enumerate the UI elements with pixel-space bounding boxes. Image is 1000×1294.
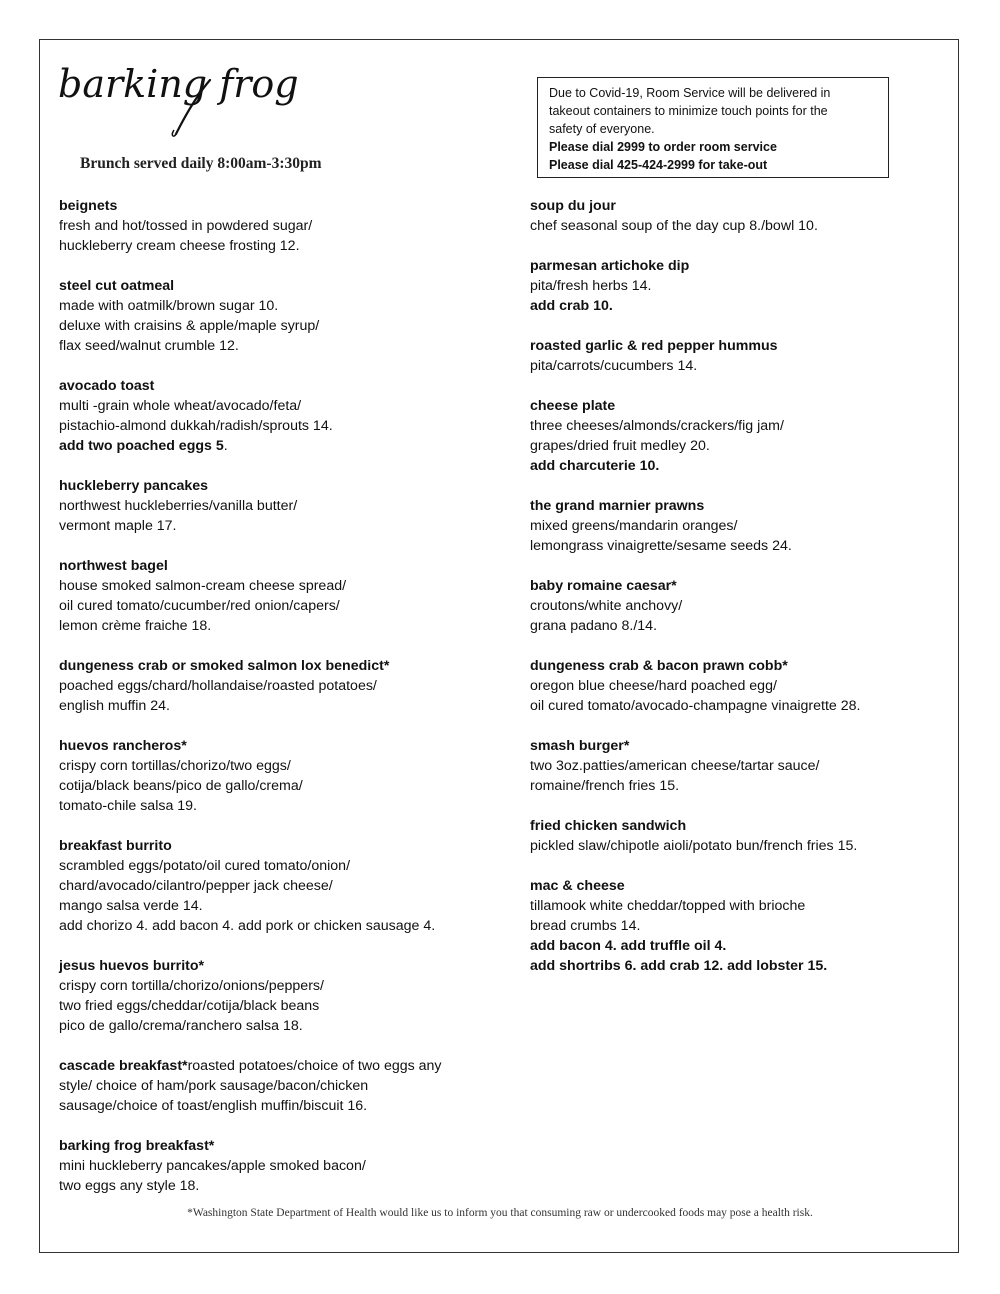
- menu-item-artichoke-dip: [530, 256, 950, 316]
- item-desc: poached eggs/chard/hollandaise/roasted potatoes/: [59, 678, 377, 694]
- notice-room-service: Please dial 2999 to order room service: [549, 140, 777, 154]
- item-addon: add crab 10.: [530, 298, 613, 314]
- item-desc: pita/carrots/cucumbers 14.: [530, 358, 698, 374]
- item-desc: style/ choice of ham/pork sausage/bacon/chicken: [59, 1078, 369, 1094]
- menu-item-soup-du-jour: [530, 196, 950, 236]
- item-desc: northwest huckleberries/vanilla butter/: [59, 498, 298, 514]
- item-desc: crispy corn tortilla/chorizo/onions/peppers/: [59, 978, 324, 994]
- item-desc: romaine/french fries 15.: [530, 778, 680, 794]
- item-desc: fresh and hot/tossed in powdered sugar/: [59, 218, 313, 234]
- item-header-line: [59, 1056, 499, 1076]
- item-desc: tomato-chile salsa 19.: [59, 798, 198, 814]
- item-desc: pickled slaw/chipotle aioli/potato bun/french fries 15.: [530, 838, 858, 854]
- item-desc: chard/avocado/cilantro/pepper jack cheese/: [59, 878, 333, 894]
- health-footnote: *Washington State Department of Health would like us to inform you that consuming raw or undercooked foods may pose a health risk.: [187, 1207, 813, 1219]
- item-desc: multi -grain whole wheat/avocado/feta/: [59, 398, 302, 414]
- menu-item-jesus-huevos-burrito: [59, 956, 499, 1036]
- item-name: huckleberry pancakes: [59, 478, 209, 494]
- item-name: smash burger*: [530, 738, 630, 754]
- menu-item-huckleberry-pancakes: [59, 476, 499, 536]
- item-desc: two 3oz.patties/american cheese/tartar sauce/: [530, 758, 820, 774]
- item-desc: three cheeses/almonds/crackers/fig jam/: [530, 418, 784, 434]
- item-desc: cotija/black beans/pico de gallo/crema/: [59, 778, 303, 794]
- addon-tail: .: [223, 438, 228, 454]
- menu-item-grand-marnier-prawns: [530, 496, 950, 556]
- item-name: steel cut oatmeal: [59, 278, 175, 294]
- notice-take-out: Please dial 425-424-2999 for take-out: [549, 158, 768, 172]
- menu-item-cobb: [530, 656, 950, 716]
- item-addon: add charcuterie 10.: [530, 458, 660, 474]
- item-desc: english muffin 24.: [59, 698, 170, 714]
- menu-item-cheese-plate: [530, 396, 950, 476]
- menu-item-steel-cut-oatmeal: [59, 276, 499, 356]
- item-name: dungeness crab & bacon prawn cobb*: [530, 658, 788, 674]
- covid-notice: [537, 77, 889, 178]
- menu-item-cascade-breakfast: [59, 1056, 499, 1116]
- item-desc: sausage/choice of toast/english muffin/biscuit 16.: [59, 1098, 368, 1114]
- item-desc: flax seed/walnut crumble 12.: [59, 338, 239, 354]
- brand-name: barking frog: [58, 62, 299, 106]
- item-desc: lemongrass vinaigrette/sesame seeds 24.: [530, 538, 792, 554]
- item-name: mac & cheese: [530, 878, 625, 894]
- menu-item-northwest-bagel: [59, 556, 499, 636]
- addon-label: add two poached eggs 5: [59, 438, 224, 454]
- brunch-hours: Brunch served daily 8:00am-3:30pm: [80, 155, 322, 172]
- item-desc: tillamook white cheddar/topped with brioche: [530, 898, 806, 914]
- item-desc: house smoked salmon-cream cheese spread/: [59, 578, 347, 594]
- item-addon: add bacon 4. add truffle oil 4.: [530, 938, 727, 954]
- menu-item-hummus: [530, 336, 950, 376]
- brand-logo: [58, 58, 298, 138]
- item-addon: add shortribs 6. add crab 12. add lobster 15.: [530, 958, 828, 974]
- item-desc: roasted potatoes/choice of two eggs any: [187, 1058, 442, 1074]
- item-desc: mini huckleberry pancakes/apple smoked bacon/: [59, 1158, 366, 1174]
- item-name: cascade breakfast*: [59, 1058, 188, 1074]
- item-name: breakfast burrito: [59, 838, 172, 854]
- item-name: cheese plate: [530, 398, 616, 414]
- menu-item-caesar: [530, 576, 950, 636]
- item-desc: bread crumbs 14.: [530, 918, 641, 934]
- item-desc: mixed greens/mandarin oranges/: [530, 518, 738, 534]
- item-desc: oil cured tomato/cucumber/red onion/capers/: [59, 598, 340, 614]
- item-desc: chef seasonal soup of the day cup 8./bowl 10.: [530, 218, 818, 234]
- notice-line: Due to Covid-19, Room Service will be delivered in: [549, 86, 831, 100]
- item-desc: mango salsa verde 14.: [59, 898, 203, 914]
- item-desc: grana padano 8./14.: [530, 618, 658, 634]
- item-desc: pita/fresh herbs 14.: [530, 278, 652, 294]
- item-name: beignets: [59, 198, 118, 214]
- item-desc: made with oatmilk/brown sugar 10.: [59, 298, 279, 314]
- menu-item-barking-frog-breakfast: [59, 1136, 499, 1196]
- item-name: roasted garlic & red pepper hummus: [530, 338, 778, 354]
- item-name: soup du jour: [530, 198, 616, 214]
- item-name: huevos rancheros*: [59, 738, 187, 754]
- item-name: northwest bagel: [59, 558, 168, 574]
- menu-item-smash-burger: [530, 736, 950, 796]
- right-menu-column: [530, 196, 950, 996]
- menu-item-huevos-rancheros: [59, 736, 499, 816]
- menu-item-beignets: [59, 196, 499, 256]
- left-menu-column: [59, 196, 499, 1216]
- item-name: jesus huevos burrito*: [59, 958, 205, 974]
- item-name: avocado toast: [59, 378, 155, 394]
- item-desc: two fried eggs/cheddar/cotija/black beans: [59, 998, 320, 1014]
- item-addon: [59, 436, 499, 456]
- notice-line: takeout containers to minimize touch points for the: [549, 104, 828, 118]
- item-name: fried chicken sandwich: [530, 818, 687, 834]
- item-name: parmesan artichoke dip: [530, 258, 690, 274]
- item-desc: add chorizo 4. add bacon 4. add pork or chicken sausage 4.: [59, 918, 436, 934]
- notice-line: safety of everyone.: [549, 122, 655, 136]
- item-name: dungeness crab or smoked salmon lox benedict*: [59, 658, 390, 674]
- menu-item-benedict: [59, 656, 499, 716]
- menu-item-breakfast-burrito: [59, 836, 499, 936]
- item-name: barking frog breakfast*: [59, 1138, 215, 1154]
- item-desc: oregon blue cheese/hard poached egg/: [530, 678, 777, 694]
- item-desc: pico de gallo/crema/ranchero salsa 18.: [59, 1018, 303, 1034]
- item-desc: croutons/white anchovy/: [530, 598, 683, 614]
- item-name: the grand marnier prawns: [530, 498, 705, 514]
- menu-item-fried-chicken-sandwich: [530, 816, 950, 856]
- item-desc: huckleberry cream cheese frosting 12.: [59, 238, 300, 254]
- frog-flourish-icon: [58, 58, 298, 138]
- item-desc: deluxe with craisins & apple/maple syrup/: [59, 318, 320, 334]
- menu-item-mac-and-cheese: [530, 876, 950, 976]
- item-desc: lemon crème fraiche 18.: [59, 618, 212, 634]
- item-desc: oil cured tomato/avocado-champagne vinaigrette 28.: [530, 698, 861, 714]
- item-desc: grapes/dried fruit medley 20.: [530, 438, 710, 454]
- item-desc: crispy corn tortillas/chorizo/two eggs/: [59, 758, 291, 774]
- item-desc: vermont maple 17.: [59, 518, 177, 534]
- item-name: baby romaine caesar*: [530, 578, 677, 594]
- item-desc: two eggs any style 18.: [59, 1178, 200, 1194]
- item-desc: pistachio-almond dukkah/radish/sprouts 14.: [59, 418, 333, 434]
- menu-item-avocado-toast: [59, 376, 499, 456]
- item-desc: scrambled eggs/potato/oil cured tomato/onion/: [59, 858, 351, 874]
